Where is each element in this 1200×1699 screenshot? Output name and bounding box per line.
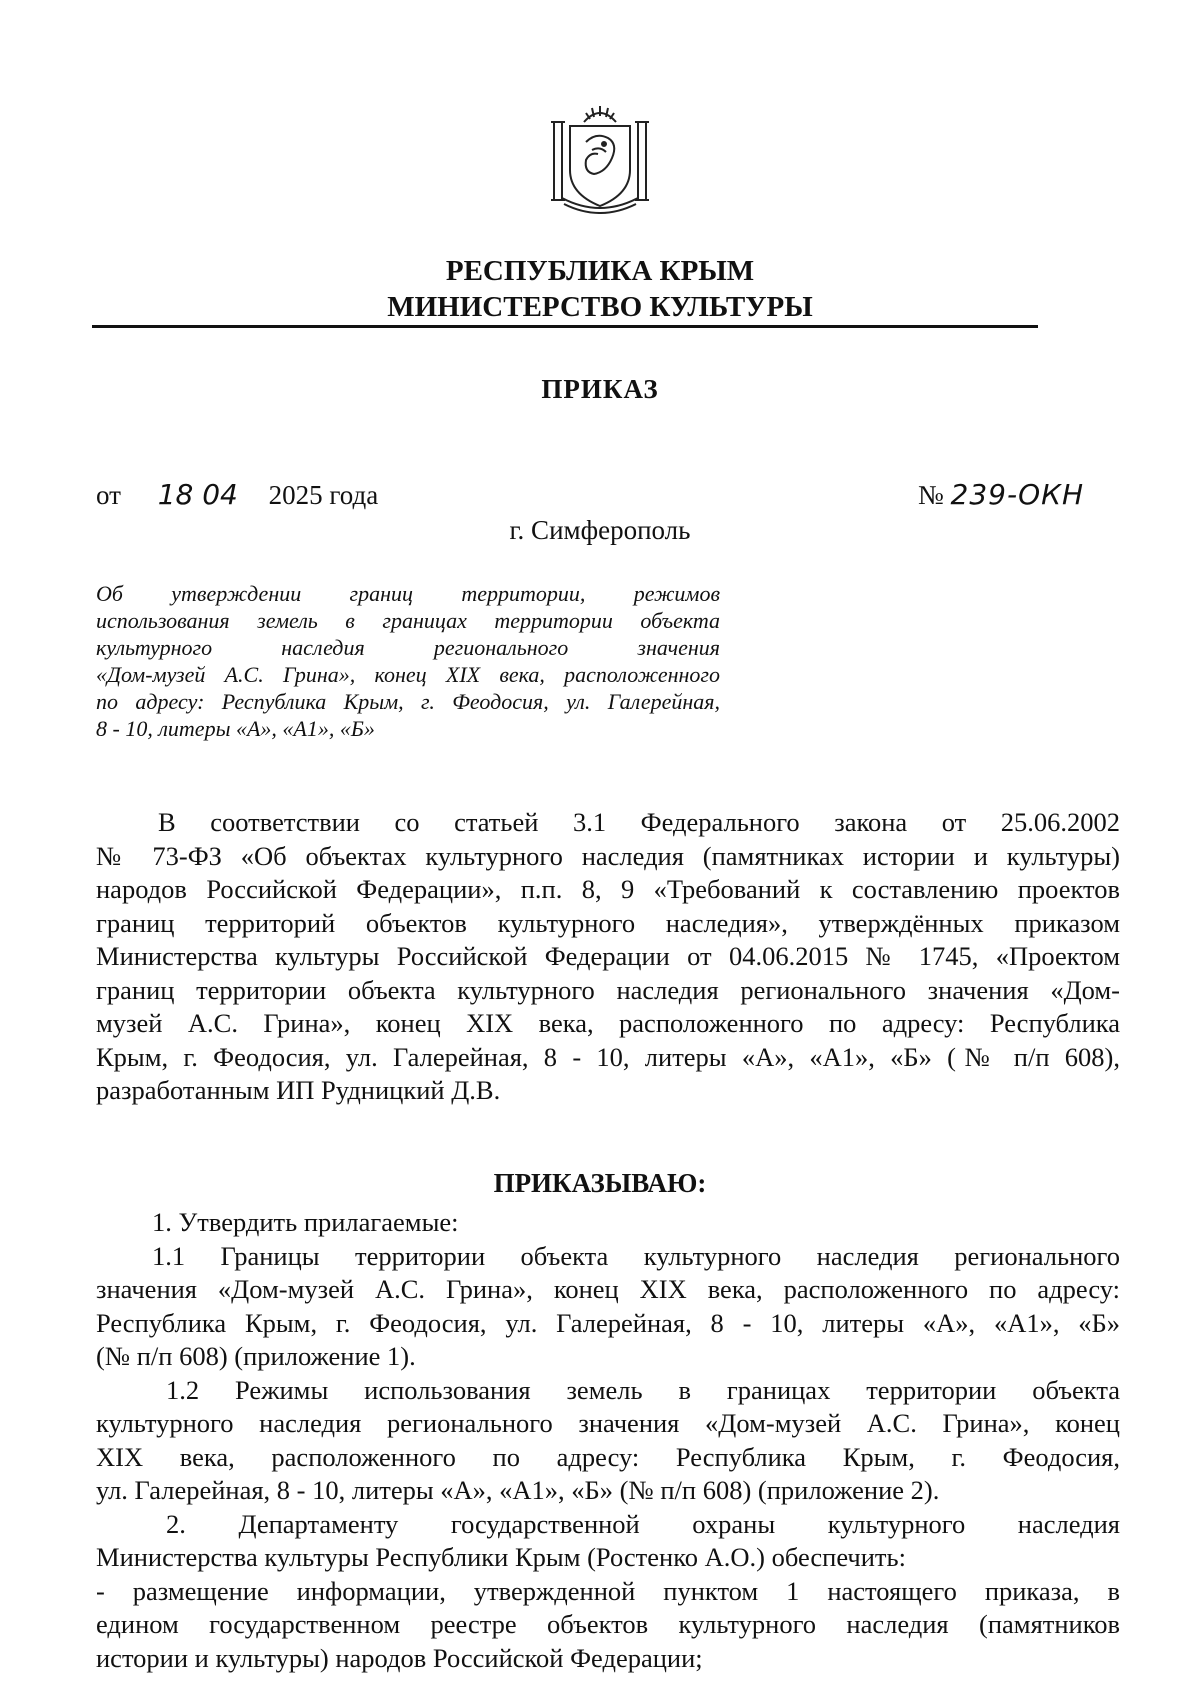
preamble-line: музей А.С. Грина», конец XIX века, расположенного по адресу: Республика <box>96 1008 1120 1038</box>
preamble-line: В соответствии со статьей 3.1 Федерального закона от 25.06.2002 <box>158 807 1120 837</box>
org-republic: РЕСПУБЛИКА КРЫМ <box>445 255 755 287</box>
item-1-2-line: 1.2 Режимы использования земель в границах территории объекта <box>166 1374 1120 1405</box>
item-1-1-line: значения «Дом-музей А.С. Грина», конец XIX века, расположенного по адресу: <box>96 1274 1120 1304</box>
item-1-1-line: 1.1 Границы территории объекта культурного наследия регионального <box>152 1240 1120 1271</box>
city-location: г. Симферополь <box>509 515 691 545</box>
item-1-2-line: XIX века, расположенного по адресу: Республика Крым, г. Феодосия, <box>96 1441 1120 1472</box>
preamble-line: № 73-ФЗ «Об объектах культурного наследия (памятниках истории и культуры) <box>96 840 1120 871</box>
document-type-title: ПРИКАЗ <box>541 374 659 404</box>
item-1-2-line: ул. Галерейная, 8 - 10, литеры «А», «А1», «Б» (№ п/п 608) (приложение 2). <box>96 1475 940 1505</box>
preamble-line: народов Российской Федерации», п.п. 8, 9 «Требований к составлению проектов <box>96 874 1120 904</box>
order-number <box>918 478 1084 511</box>
item-1-1-line: (№ п/п 608) (приложение 1). <box>96 1341 416 1371</box>
item-1-1-line: Республика Крым, г. Феодосия, ул. Галерейная, 8 - 10, литеры «А», «А1», «Б» <box>96 1307 1120 1338</box>
date-year: 2025 года <box>268 480 379 510</box>
subject-line: 8 - 10, литеры «А», «А1», «Б» <box>96 716 375 741</box>
subject-line: использования земель в границах территории объекта <box>96 608 720 633</box>
subject-line: «Дом-музей А.С. Грина», конец XIX века, расположенного <box>96 662 720 687</box>
number-prefix: № <box>918 480 944 510</box>
preamble-line: границ территорий объектов культурного наследия», утверждённых приказом <box>96 907 1120 938</box>
preamble-line: Крым, г. Феодосия, ул. Галерейная, 8 - 10, литеры «А», «А1», «Б» (№ п/п 608), <box>96 1041 1120 1072</box>
preamble-paragraph <box>96 806 1120 1108</box>
subject-line: Об утверждении границ территории, режимов <box>96 581 720 606</box>
order-subject <box>96 580 720 742</box>
date-prefix: от <box>96 480 121 510</box>
item-2-bullet-line: едином государственном реестре объектов культурного наследия (памятников <box>96 1609 1120 1639</box>
header-divider <box>92 325 1038 328</box>
directive-heading: ПРИКАЗЫВАЮ: <box>493 1168 707 1198</box>
subject-line: культурного наследия регионального значения <box>96 635 720 660</box>
item-2-line: Министерства культуры Республики Крым (Ростенко А.О.) обеспечить: <box>96 1542 906 1572</box>
item-1: 1. Утвердить прилагаемые: <box>152 1207 459 1237</box>
order-date <box>96 478 378 511</box>
crimea-coat-of-arms-emblem <box>548 102 652 214</box>
order-items <box>96 1206 1120 1675</box>
preamble-line: разработанным ИП Рудницкий Д.В. <box>96 1075 501 1105</box>
item-1-2-line: культурного наследия регионального значения «Дом-музей А.С. Грина», конец <box>96 1408 1120 1438</box>
number-handwritten: 239-ОКН <box>950 478 1085 511</box>
item-2-line: 2. Департаменту государственной охраны культурного наследия <box>166 1508 1120 1539</box>
subject-line: по адресу: Республика Крым, г. Феодосия, ул. Галерейная, <box>96 689 720 714</box>
item-2-bullet-line: - размещение информации, утвержденной пунктом 1 настоящего приказа, в <box>96 1575 1120 1606</box>
preamble-line: границ территории объекта культурного наследия регионального значения «Дом- <box>96 974 1120 1005</box>
item-2-bullet-line: истории и культуры) народов Российской Федерации; <box>96 1642 703 1673</box>
org-ministry: МИНИСТЕРСТВО КУЛЬТУРЫ <box>387 291 813 323</box>
date-handwritten: 18 04 <box>157 478 238 511</box>
preamble-line: Министерства культуры Российской Федерации от 04.06.2015 № 1745, «Проектом <box>96 941 1120 971</box>
